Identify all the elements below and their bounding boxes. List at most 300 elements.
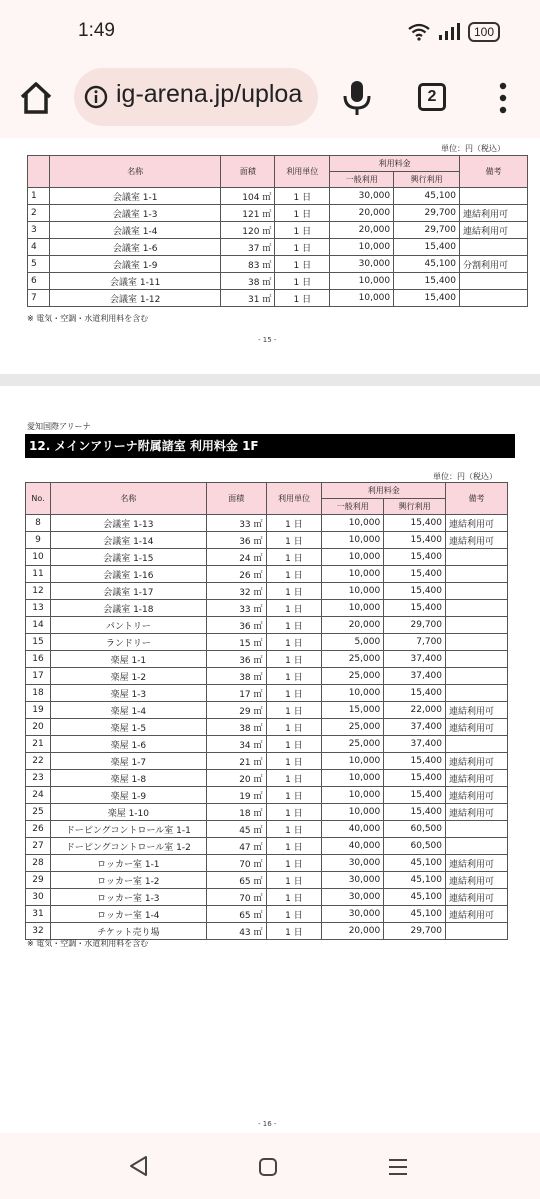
cell-event-fee: 15,400: [394, 239, 460, 256]
cell-no: 27: [26, 838, 51, 855]
cell-name: 会議室 1-6: [49, 239, 220, 256]
cell-name: 楽屋 1-5: [50, 719, 206, 736]
cell-area: 70 ㎡: [206, 855, 266, 872]
cell-no: 4: [28, 239, 50, 256]
cell-area: 36 ㎡: [206, 532, 266, 549]
cell-no: 20: [26, 719, 51, 736]
cell-name: 会議室 1-16: [50, 566, 206, 583]
section-title: 12. メインアリーナ附属諸室 利用料金 1F: [25, 434, 515, 458]
table-row: [26, 566, 508, 583]
cell-remarks: [446, 668, 508, 685]
info-icon[interactable]: [84, 85, 108, 109]
header-general: 一般利用: [330, 172, 394, 188]
cell-no: 16: [26, 651, 51, 668]
cell-unit: 1 日: [266, 583, 322, 600]
cell-remarks: [446, 736, 508, 753]
cell-unit: 1 日: [275, 290, 330, 307]
signal-icon: [438, 23, 460, 41]
cell-area: 17 ㎡: [206, 685, 266, 702]
cell-general-fee: 15,000: [322, 702, 384, 719]
cell-event-fee: 15,400: [384, 804, 446, 821]
cell-name: 会議室 1-17: [50, 583, 206, 600]
cell-no: 1: [28, 188, 50, 205]
table-body: [28, 188, 528, 307]
cell-general-fee: 25,000: [322, 736, 384, 753]
cell-remarks: 連結利用可: [446, 770, 508, 787]
cell-name: 会議室 1-18: [50, 600, 206, 617]
cell-unit: 1 日: [266, 906, 322, 923]
cell-event-fee: 15,400: [384, 600, 446, 617]
address-bar[interactable]: [74, 68, 318, 126]
fee-table-p16: [25, 482, 508, 940]
cell-no: 25: [26, 804, 51, 821]
cell-event-fee: 29,700: [394, 205, 460, 222]
cell-general-fee: 30,000: [322, 872, 384, 889]
cell-no: 23: [26, 770, 51, 787]
cell-general-fee: 30,000: [330, 188, 394, 205]
table-row: [26, 583, 508, 600]
table-row: [26, 821, 508, 838]
table-row: [28, 290, 528, 307]
cell-no: 12: [26, 583, 51, 600]
cell-no: 10: [26, 549, 51, 566]
cell-unit: 1 日: [275, 273, 330, 290]
cell-general-fee: 30,000: [322, 906, 384, 923]
cell-general-fee: 10,000: [322, 566, 384, 583]
cell-remarks: 連結利用可: [446, 719, 508, 736]
cell-general-fee: 25,000: [322, 651, 384, 668]
header-unit: 利用単位: [266, 483, 322, 515]
cell-general-fee: 10,000: [322, 804, 384, 821]
cell-remarks: [446, 685, 508, 702]
cell-name: 会議室 1-13: [50, 515, 206, 532]
home-nav-icon[interactable]: [258, 1157, 278, 1177]
table-row: [26, 617, 508, 634]
cell-unit: 1 日: [275, 239, 330, 256]
cell-unit: 1 日: [266, 770, 322, 787]
microphone-icon[interactable]: [342, 80, 372, 116]
cell-general-fee: 10,000: [322, 600, 384, 617]
cell-event-fee: 45,100: [384, 872, 446, 889]
cell-remarks: 連結利用可: [446, 855, 508, 872]
cell-area: 47 ㎡: [206, 838, 266, 855]
cell-name: ランドリー: [50, 634, 206, 651]
cell-area: 18 ㎡: [206, 804, 266, 821]
cell-remarks: 連結利用可: [446, 515, 508, 532]
cell-remarks: [446, 600, 508, 617]
cell-remarks: [446, 838, 508, 855]
cell-area: 29 ㎡: [206, 702, 266, 719]
status-time: 1:49: [78, 20, 115, 41]
cell-name: ドーピングコントロール室 1-2: [50, 838, 206, 855]
cell-remarks: 連結利用可: [446, 787, 508, 804]
cell-remarks: 連結利用可: [446, 906, 508, 923]
cell-no: 8: [26, 515, 51, 532]
cell-general-fee: 10,000: [330, 290, 394, 307]
cell-event-fee: 45,100: [384, 906, 446, 923]
header-remarks: 備考: [460, 156, 528, 188]
cell-area: 19 ㎡: [206, 787, 266, 804]
header-unit: 利用単位: [275, 156, 330, 188]
wifi-icon: [408, 23, 430, 41]
cell-remarks: 連結利用可: [446, 804, 508, 821]
unit-label: 単位：円（税込）: [441, 144, 505, 153]
cell-unit: 1 日: [266, 736, 322, 753]
cell-event-fee: 15,400: [384, 753, 446, 770]
table-row: [26, 634, 508, 651]
cell-area: 38 ㎡: [206, 668, 266, 685]
cell-unit: 1 日: [275, 256, 330, 273]
cell-no: 7: [28, 290, 50, 307]
cell-area: 32 ㎡: [206, 583, 266, 600]
cell-no: 2: [28, 205, 50, 222]
cell-event-fee: 7,700: [384, 634, 446, 651]
cell-name: 楽屋 1-9: [50, 787, 206, 804]
tab-switcher-button[interactable]: 2: [418, 83, 446, 111]
cell-area: 36 ㎡: [206, 651, 266, 668]
cell-general-fee: 20,000: [322, 617, 384, 634]
cell-no: 21: [26, 736, 51, 753]
cell-remarks: [446, 583, 508, 600]
cell-remarks: [460, 188, 528, 205]
status-icons: [408, 22, 500, 42]
cell-name: 楽屋 1-2: [50, 668, 206, 685]
cell-unit: 1 日: [266, 600, 322, 617]
cell-no: 14: [26, 617, 51, 634]
cell-name: 会議室 1-1: [49, 188, 220, 205]
table-row: [26, 719, 508, 736]
cell-remarks: 連結利用可: [446, 872, 508, 889]
url-text[interactable]: ig-arena.jp/uploa: [116, 80, 303, 108]
cell-area: 34 ㎡: [206, 736, 266, 753]
header-general: 一般利用: [322, 499, 384, 515]
cell-event-fee: 22,000: [384, 702, 446, 719]
unit-label: 単位：円（税込）: [433, 472, 497, 481]
cell-event-fee: 60,500: [384, 821, 446, 838]
cell-event-fee: 29,700: [394, 222, 460, 239]
table-row: [26, 600, 508, 617]
table-body: [26, 515, 508, 940]
table-row: [28, 273, 528, 290]
cell-no: 24: [26, 787, 51, 804]
cell-unit: 1 日: [266, 651, 322, 668]
cell-general-fee: 30,000: [322, 889, 384, 906]
cell-unit: 1 日: [266, 821, 322, 838]
cell-area: 15 ㎡: [206, 634, 266, 651]
cell-event-fee: 37,400: [384, 651, 446, 668]
cell-no: 26: [26, 821, 51, 838]
cell-unit: 1 日: [266, 838, 322, 855]
cell-area: 83 ㎡: [221, 256, 275, 273]
table-row: [28, 222, 528, 239]
cell-name: 会議室 1-15: [50, 549, 206, 566]
cell-remarks: 連結利用可: [460, 205, 528, 222]
table-row: [26, 685, 508, 702]
cell-general-fee: 5,000: [322, 634, 384, 651]
cell-remarks: 連結利用可: [446, 532, 508, 549]
cell-area: 36 ㎡: [206, 617, 266, 634]
cell-unit: 1 日: [275, 222, 330, 239]
cell-area: 70 ㎡: [206, 889, 266, 906]
table-row: [26, 923, 508, 940]
cell-area: 43 ㎡: [206, 923, 266, 940]
cell-no: 18: [26, 685, 51, 702]
cell-general-fee: 25,000: [322, 719, 384, 736]
cell-no: 3: [28, 222, 50, 239]
cell-area: 65 ㎡: [206, 872, 266, 889]
pdf-viewport[interactable]: [0, 138, 540, 1133]
header-area: 面積: [206, 483, 266, 515]
cell-unit: 1 日: [266, 787, 322, 804]
cell-general-fee: 10,000: [322, 549, 384, 566]
cell-no: 15: [26, 634, 51, 651]
cell-unit: 1 日: [266, 668, 322, 685]
cell-no: 6: [28, 273, 50, 290]
cell-no: 11: [26, 566, 51, 583]
cell-area: 121 ㎡: [221, 205, 275, 222]
cell-unit: 1 日: [266, 549, 322, 566]
cell-name: 楽屋 1-3: [50, 685, 206, 702]
cell-general-fee: 25,000: [322, 668, 384, 685]
cell-general-fee: 10,000: [322, 753, 384, 770]
header-no: [28, 156, 50, 188]
cell-area: 24 ㎡: [206, 549, 266, 566]
cell-name: 楽屋 1-7: [50, 753, 206, 770]
cell-area: 65 ㎡: [206, 906, 266, 923]
cell-name: 会議室 1-9: [49, 256, 220, 273]
cell-name: 楽屋 1-10: [50, 804, 206, 821]
table-row: [26, 702, 508, 719]
cell-event-fee: 15,400: [394, 290, 460, 307]
status-bar: [0, 0, 540, 66]
organization-label: 愛知国際アリーナ: [27, 422, 91, 431]
cell-name: ロッカー室 1-3: [50, 889, 206, 906]
header-area: 面積: [221, 156, 275, 188]
footnote: ※ 電気・空調・水道利用料を含む: [27, 939, 149, 948]
cell-area: 26 ㎡: [206, 566, 266, 583]
cell-remarks: [446, 549, 508, 566]
cell-remarks: [446, 821, 508, 838]
header-name: 名称: [50, 483, 206, 515]
cell-name: ロッカー室 1-1: [50, 855, 206, 872]
cell-area: 33 ㎡: [206, 600, 266, 617]
cell-event-fee: 37,400: [384, 719, 446, 736]
more-menu-icon[interactable]: [496, 82, 510, 114]
table-row: [26, 736, 508, 753]
table-row: [26, 787, 508, 804]
cell-name: 会議室 1-14: [50, 532, 206, 549]
table-row: [28, 205, 528, 222]
cell-no: 9: [26, 532, 51, 549]
cell-unit: 1 日: [275, 188, 330, 205]
cell-name: 楽屋 1-1: [50, 651, 206, 668]
table-row: [28, 188, 528, 205]
cell-general-fee: 20,000: [330, 205, 394, 222]
cell-event-fee: 15,400: [384, 532, 446, 549]
cell-event-fee: 45,100: [384, 889, 446, 906]
cell-name: ロッカー室 1-2: [50, 872, 206, 889]
cell-general-fee: 10,000: [322, 583, 384, 600]
table-row: [28, 256, 528, 273]
cell-no: 13: [26, 600, 51, 617]
cell-general-fee: 40,000: [322, 821, 384, 838]
cell-unit: 1 日: [266, 617, 322, 634]
cell-name: 会議室 1-12: [49, 290, 220, 307]
table-row: [26, 651, 508, 668]
cell-no: 19: [26, 702, 51, 719]
cell-unit: 1 日: [266, 872, 322, 889]
header-fee: 利用料金: [322, 483, 446, 499]
table-row: [26, 770, 508, 787]
cell-general-fee: 20,000: [322, 923, 384, 940]
cell-event-fee: 15,400: [384, 770, 446, 787]
cell-area: 33 ㎡: [206, 515, 266, 532]
cell-general-fee: 10,000: [322, 787, 384, 804]
recents-icon[interactable]: [388, 1157, 408, 1177]
cell-remarks: 分割利用可: [460, 256, 528, 273]
cell-remarks: [446, 651, 508, 668]
cell-general-fee: 30,000: [322, 855, 384, 872]
table-row: [26, 668, 508, 685]
cell-event-fee: 15,400: [384, 566, 446, 583]
table-row: [26, 906, 508, 923]
cell-event-fee: 15,400: [384, 515, 446, 532]
table-row: [28, 239, 528, 256]
cell-event-fee: 37,400: [384, 668, 446, 685]
cell-no: 29: [26, 872, 51, 889]
cell-general-fee: 20,000: [330, 222, 394, 239]
header-event: 興行利用: [384, 499, 446, 515]
back-icon[interactable]: [128, 1155, 148, 1177]
cell-unit: 1 日: [266, 685, 322, 702]
cell-event-fee: 15,400: [384, 549, 446, 566]
cell-no: 31: [26, 906, 51, 923]
table-row: [26, 532, 508, 549]
header-fee: 利用料金: [330, 156, 460, 172]
header-event: 興行利用: [394, 172, 460, 188]
cell-unit: 1 日: [266, 753, 322, 770]
cell-event-fee: 37,400: [384, 736, 446, 753]
cell-event-fee: 15,400: [384, 685, 446, 702]
cell-general-fee: 10,000: [322, 532, 384, 549]
cell-unit: 1 日: [266, 566, 322, 583]
home-icon[interactable]: [18, 80, 54, 116]
cell-name: 楽屋 1-6: [50, 736, 206, 753]
cell-event-fee: 29,700: [384, 617, 446, 634]
cell-event-fee: 15,400: [384, 583, 446, 600]
table-row: [26, 889, 508, 906]
cell-name: ロッカー室 1-4: [50, 906, 206, 923]
cell-general-fee: 10,000: [322, 770, 384, 787]
cell-area: 38 ㎡: [206, 719, 266, 736]
cell-unit: 1 日: [266, 634, 322, 651]
cell-remarks: [446, 617, 508, 634]
table-row: [26, 855, 508, 872]
cell-name: 楽屋 1-4: [50, 702, 206, 719]
cell-remarks: [446, 566, 508, 583]
cell-no: 30: [26, 889, 51, 906]
cell-remarks: 連結利用可: [446, 753, 508, 770]
cell-unit: 1 日: [266, 923, 322, 940]
cell-unit: 1 日: [266, 855, 322, 872]
table-row: [26, 753, 508, 770]
cell-name: チケット売り場: [50, 923, 206, 940]
table-row: [26, 515, 508, 532]
cell-area: 104 ㎡: [221, 188, 275, 205]
cell-name: 楽屋 1-8: [50, 770, 206, 787]
cell-name: 会議室 1-11: [49, 273, 220, 290]
cell-event-fee: 60,500: [384, 838, 446, 855]
cell-no: 5: [28, 256, 50, 273]
system-navigation-bar: [0, 1133, 540, 1199]
cell-general-fee: 10,000: [322, 515, 384, 532]
header-remarks: 備考: [446, 483, 508, 515]
cell-event-fee: 15,400: [384, 787, 446, 804]
table-row: [26, 838, 508, 855]
cell-area: 38 ㎡: [221, 273, 275, 290]
cell-event-fee: 45,100: [384, 855, 446, 872]
cell-general-fee: 40,000: [322, 838, 384, 855]
cell-unit: 1 日: [266, 804, 322, 821]
cell-remarks: 連結利用可: [446, 702, 508, 719]
cell-name: 会議室 1-3: [49, 205, 220, 222]
cell-remarks: [460, 273, 528, 290]
table-row: [26, 549, 508, 566]
cell-general-fee: 10,000: [322, 685, 384, 702]
cell-name: パントリー: [50, 617, 206, 634]
cell-unit: 1 日: [266, 532, 322, 549]
cell-area: 21 ㎡: [206, 753, 266, 770]
cell-event-fee: 45,100: [394, 256, 460, 273]
cell-area: 31 ㎡: [221, 290, 275, 307]
page-number: - 16 -: [258, 1120, 277, 1128]
cell-general-fee: 30,000: [330, 256, 394, 273]
cell-event-fee: 29,700: [384, 923, 446, 940]
cell-unit: 1 日: [266, 702, 322, 719]
cell-remarks: 連結利用可: [446, 889, 508, 906]
cell-no: 17: [26, 668, 51, 685]
cell-name: ドーピングコントロール室 1-1: [50, 821, 206, 838]
cell-unit: 1 日: [275, 205, 330, 222]
cell-general-fee: 10,000: [330, 273, 394, 290]
cell-event-fee: 45,100: [394, 188, 460, 205]
cell-remarks: 連結利用可: [460, 222, 528, 239]
table-row: [26, 804, 508, 821]
page-separator: [0, 374, 540, 386]
cell-no: 32: [26, 923, 51, 940]
cell-unit: 1 日: [266, 889, 322, 906]
page-number: - 15 -: [258, 336, 277, 344]
cell-remarks: [446, 923, 508, 940]
header-no: No.: [26, 483, 51, 515]
cell-general-fee: 10,000: [330, 239, 394, 256]
cell-area: 45 ㎡: [206, 821, 266, 838]
cell-unit: 1 日: [266, 719, 322, 736]
cell-area: 37 ㎡: [221, 239, 275, 256]
table-row: [26, 872, 508, 889]
battery-indicator: 100: [468, 22, 500, 42]
footnote: ※ 電気・空調・水道利用料を含む: [27, 314, 149, 323]
cell-remarks: [460, 290, 528, 307]
browser-toolbar: [0, 66, 540, 130]
cell-area: 20 ㎡: [206, 770, 266, 787]
cell-event-fee: 15,400: [394, 273, 460, 290]
header-name: 名称: [49, 156, 220, 188]
fee-table-p15: [27, 155, 528, 307]
cell-remarks: [446, 634, 508, 651]
cell-no: 28: [26, 855, 51, 872]
cell-no: 22: [26, 753, 51, 770]
